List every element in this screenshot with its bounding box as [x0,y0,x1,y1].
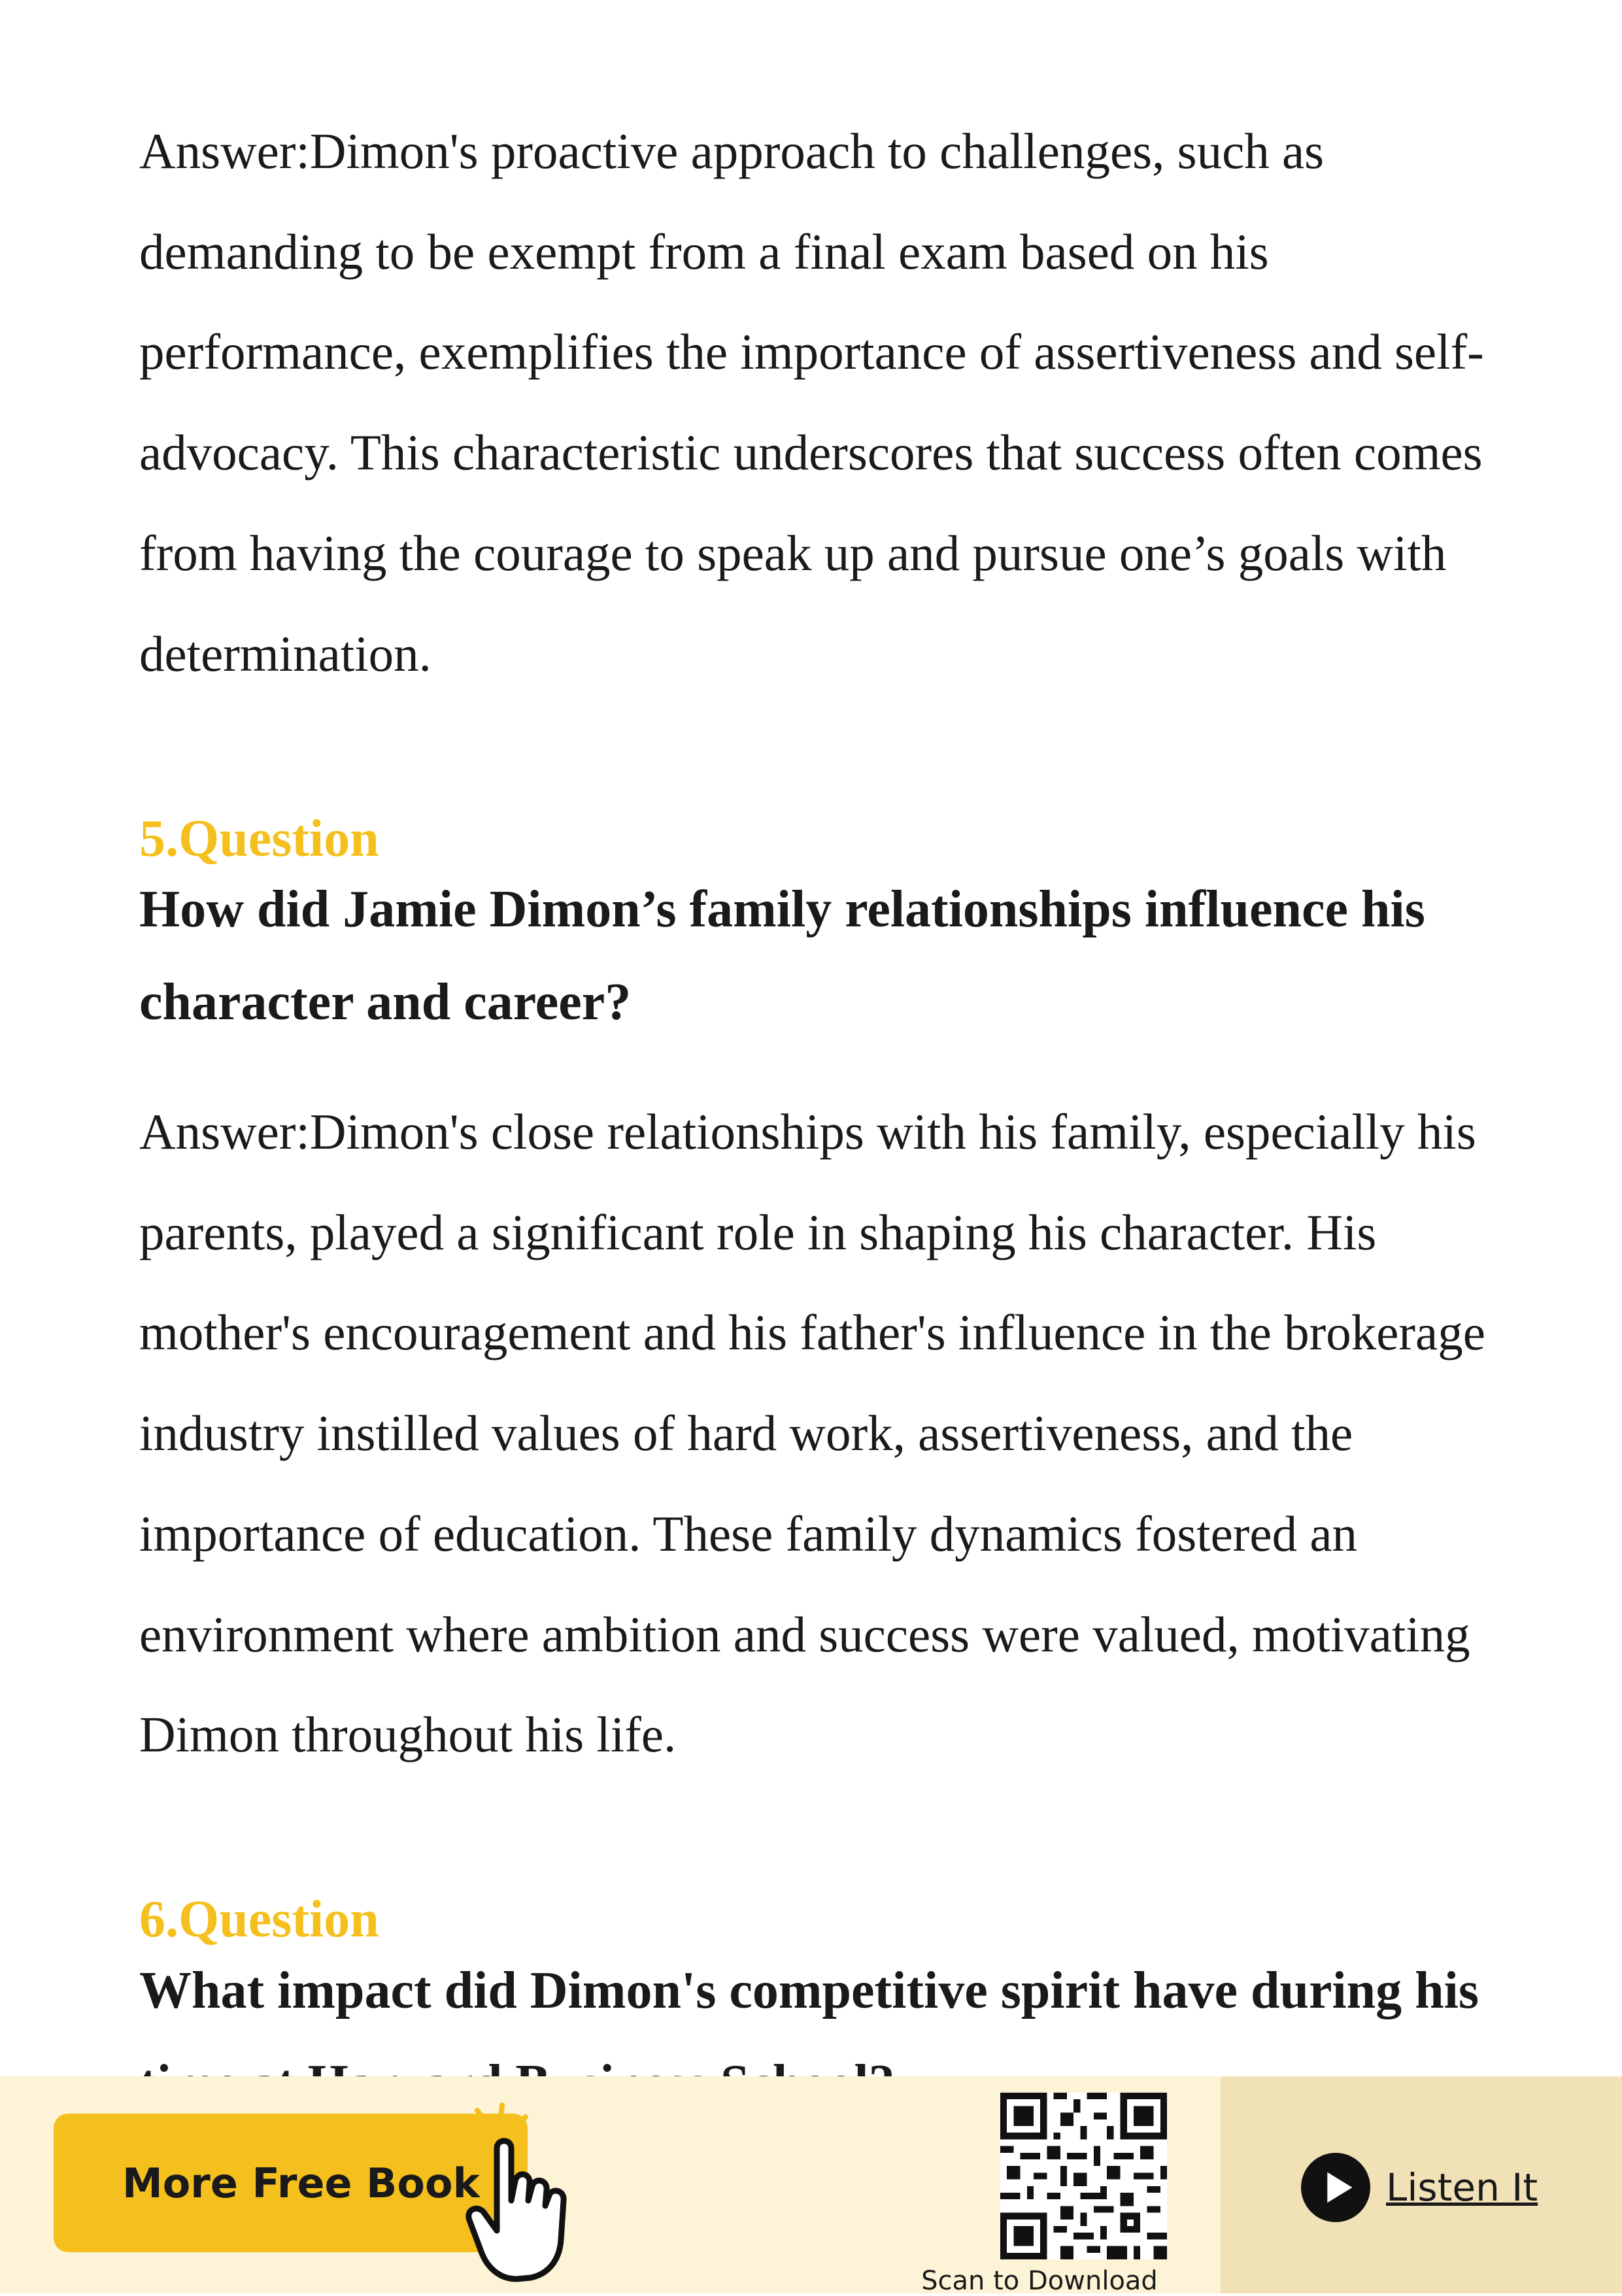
more-free-book-button[interactable] [54,2114,528,2252]
answer-4-text: Answer:Dimon's proactive approach to challenges, such as demanding to be exempt from a final exam based on his performance, exemplifies the importance of assertiveness and self-advocacy. This characteristic underscores that success often comes from having the courage to speak up and pursue one’s goals with determination. [139,123,1484,682]
answer-5-text: Answer:Dimon's close relationships with his family, especially his parents, played a significant role in shaping his character. His mother's encouragement and his father's influence in the brokerage industry instilled values of hard work, assertiveness, and the importance of education. These family dynamics fostered an environment where ambition and success were valued, motivating Dimon throughout his life. [139,1104,1485,1763]
play-icon [1301,2153,1370,2222]
scan-to-download-label: Scan to Download [921,2266,1158,2296]
qr-code[interactable] [1000,2093,1167,2259]
footer-banner [0,2076,1622,2296]
listen-it-button[interactable] [1301,2152,1538,2223]
pointing-hand-icon [458,2102,628,2286]
question-6-text: What impact did Dimon's competitive spirit have during his [139,1962,1479,2019]
more-free-book-label: More Free Book [122,2159,480,2207]
listen-it-label: Listen It [1386,2165,1538,2210]
question-6-number: 6.Question [139,1891,379,1948]
question-5-number: 5.Question [139,810,379,868]
question-5-text: How did Jamie Dimon’s family relationships influence his character and career? [139,881,1425,1031]
